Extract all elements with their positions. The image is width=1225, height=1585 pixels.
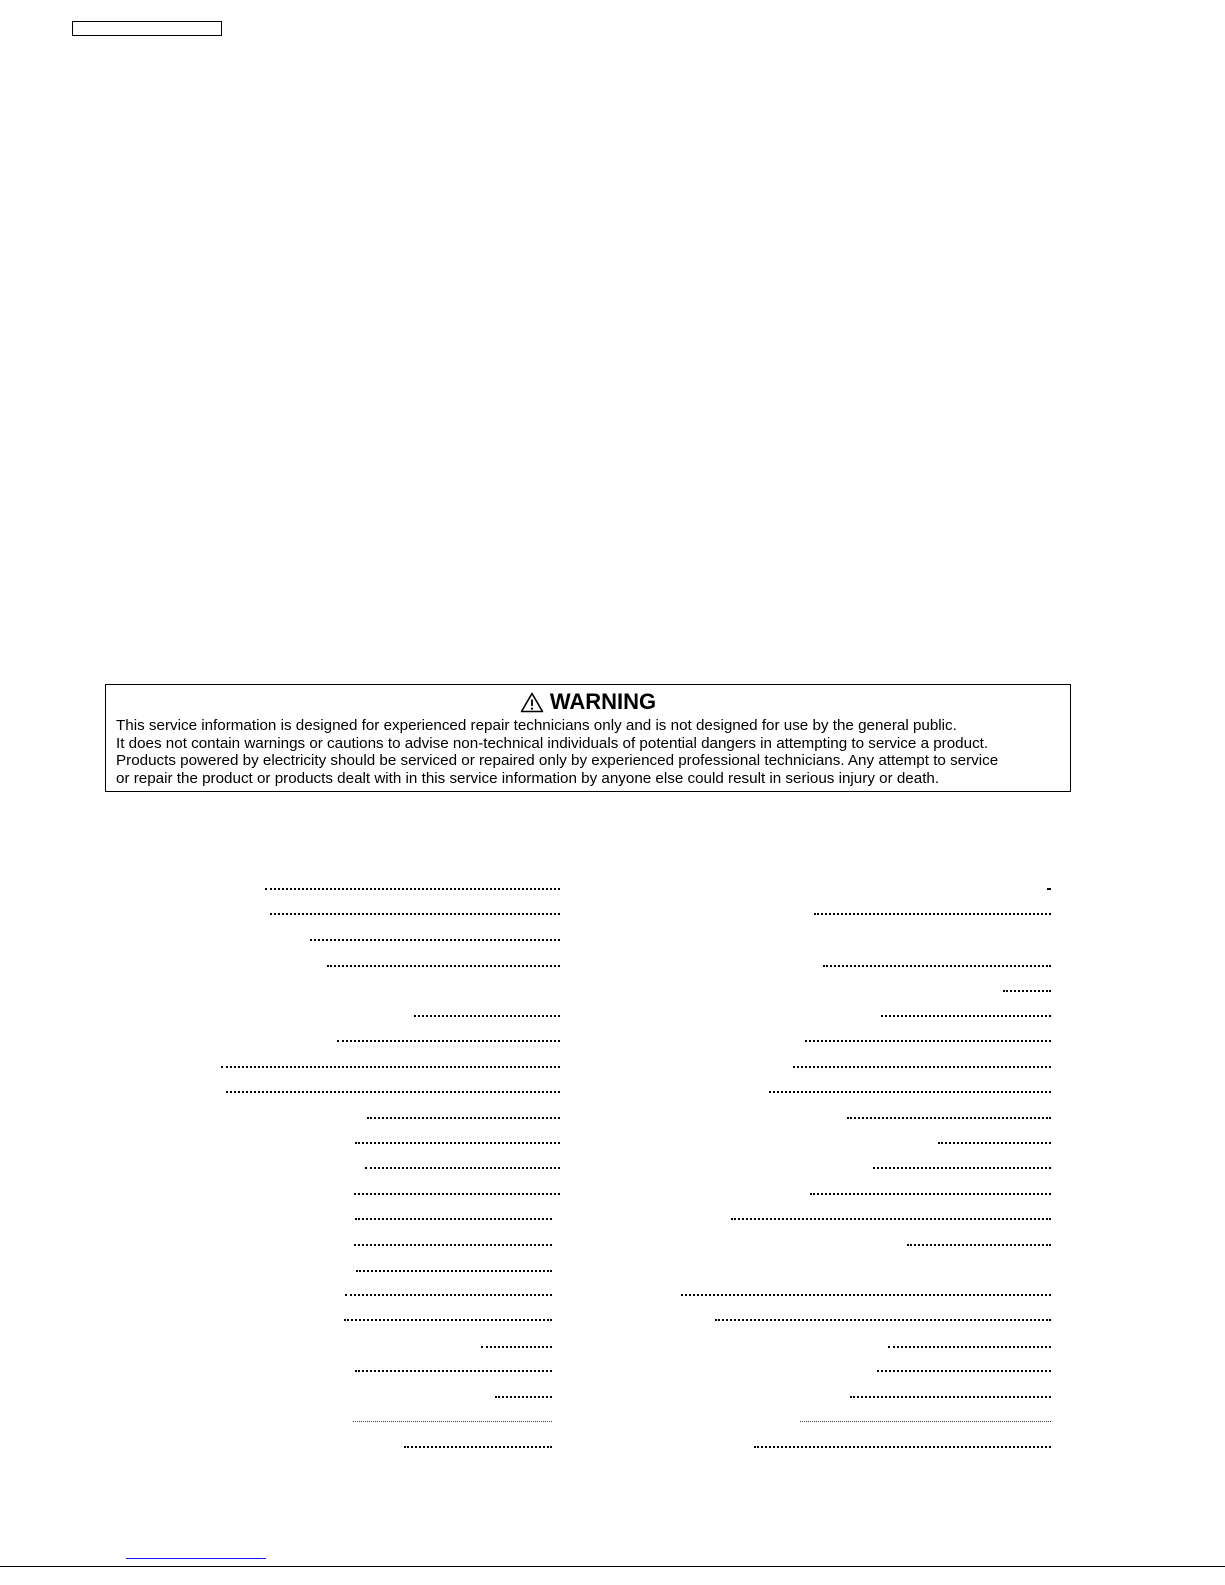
toc-leader-right: [938, 1142, 1051, 1144]
warning-line: This service information is designed for experienced repair technicians only and is not designed for use by the general public.: [116, 717, 957, 734]
toc-leader-right: [810, 1193, 1051, 1195]
toc-leader-left: [345, 1294, 552, 1296]
toc-leader-left: [270, 913, 560, 915]
toc-leader-right: [1047, 888, 1051, 890]
toc-leader-left: [404, 1446, 552, 1448]
toc-leader-right: [805, 1040, 1051, 1042]
toc-leader-left: [265, 888, 560, 890]
toc-leader-right: [769, 1091, 1051, 1093]
warning-heading: [116, 687, 1060, 717]
toc-leader-right: [814, 913, 1051, 915]
toc-leader-right: [881, 1015, 1051, 1017]
toc-leader-right: [715, 1319, 1051, 1321]
toc-leader-left: [367, 1117, 560, 1119]
toc-leader-left: [226, 1091, 560, 1093]
warning-box: [105, 684, 1071, 792]
toc-leader-right: [1003, 990, 1051, 992]
toc-leader-left: [327, 965, 560, 967]
toc-leader-right: [847, 1117, 1051, 1119]
warning-line: It does not contain warnings or cautions to advise non-technical individuals of potential dangers in attempting to service a product.: [116, 734, 989, 752]
toc-leader-left: [355, 1218, 552, 1220]
toc-leader-left: [354, 1244, 552, 1246]
warning-title: WARNING: [549, 689, 657, 714]
footer-link[interactable]: [126, 1558, 266, 1559]
toc-leader-right: [681, 1294, 1051, 1296]
toc-leader-left: [355, 1370, 552, 1372]
toc-leader-right: [850, 1396, 1051, 1398]
toc-leader-left: [481, 1346, 552, 1348]
footer-rule: [0, 1566, 1225, 1567]
toc-leader-right: [793, 1066, 1051, 1068]
toc-leader-left: [356, 1270, 552, 1272]
document-id-box: [72, 21, 222, 36]
toc-leader-left: [310, 939, 560, 941]
toc-leader-left: [353, 1421, 552, 1422]
toc-leader-right: [873, 1167, 1051, 1169]
toc-leader-right: [888, 1346, 1051, 1348]
toc-leader-right: [907, 1244, 1051, 1246]
toc-leader-left: [337, 1040, 560, 1042]
toc-leader-right: [800, 1421, 1051, 1422]
toc-leader-left: [344, 1319, 552, 1321]
warning-line: or repair the product or products dealt with in this service information by anyone else could result in serious injury or death.: [116, 769, 940, 787]
toc-leader-left: [495, 1396, 552, 1398]
toc-leader-left: [355, 1142, 560, 1144]
warning-line: Products powered by electricity should be serviced or repaired only by experienced professional technicians. Any attempt to service: [116, 752, 999, 770]
toc-leader-left: [354, 1193, 560, 1195]
toc-leader-left: [365, 1167, 560, 1169]
toc-leader-right: [823, 965, 1051, 967]
toc-leader-right: [877, 1370, 1051, 1372]
warning-triangle-icon: [520, 692, 544, 713]
toc-leader-right: [754, 1446, 1051, 1448]
toc-leader-left: [414, 1015, 560, 1017]
toc-leader-left: [221, 1066, 560, 1068]
toc-leader-right: [731, 1218, 1051, 1220]
